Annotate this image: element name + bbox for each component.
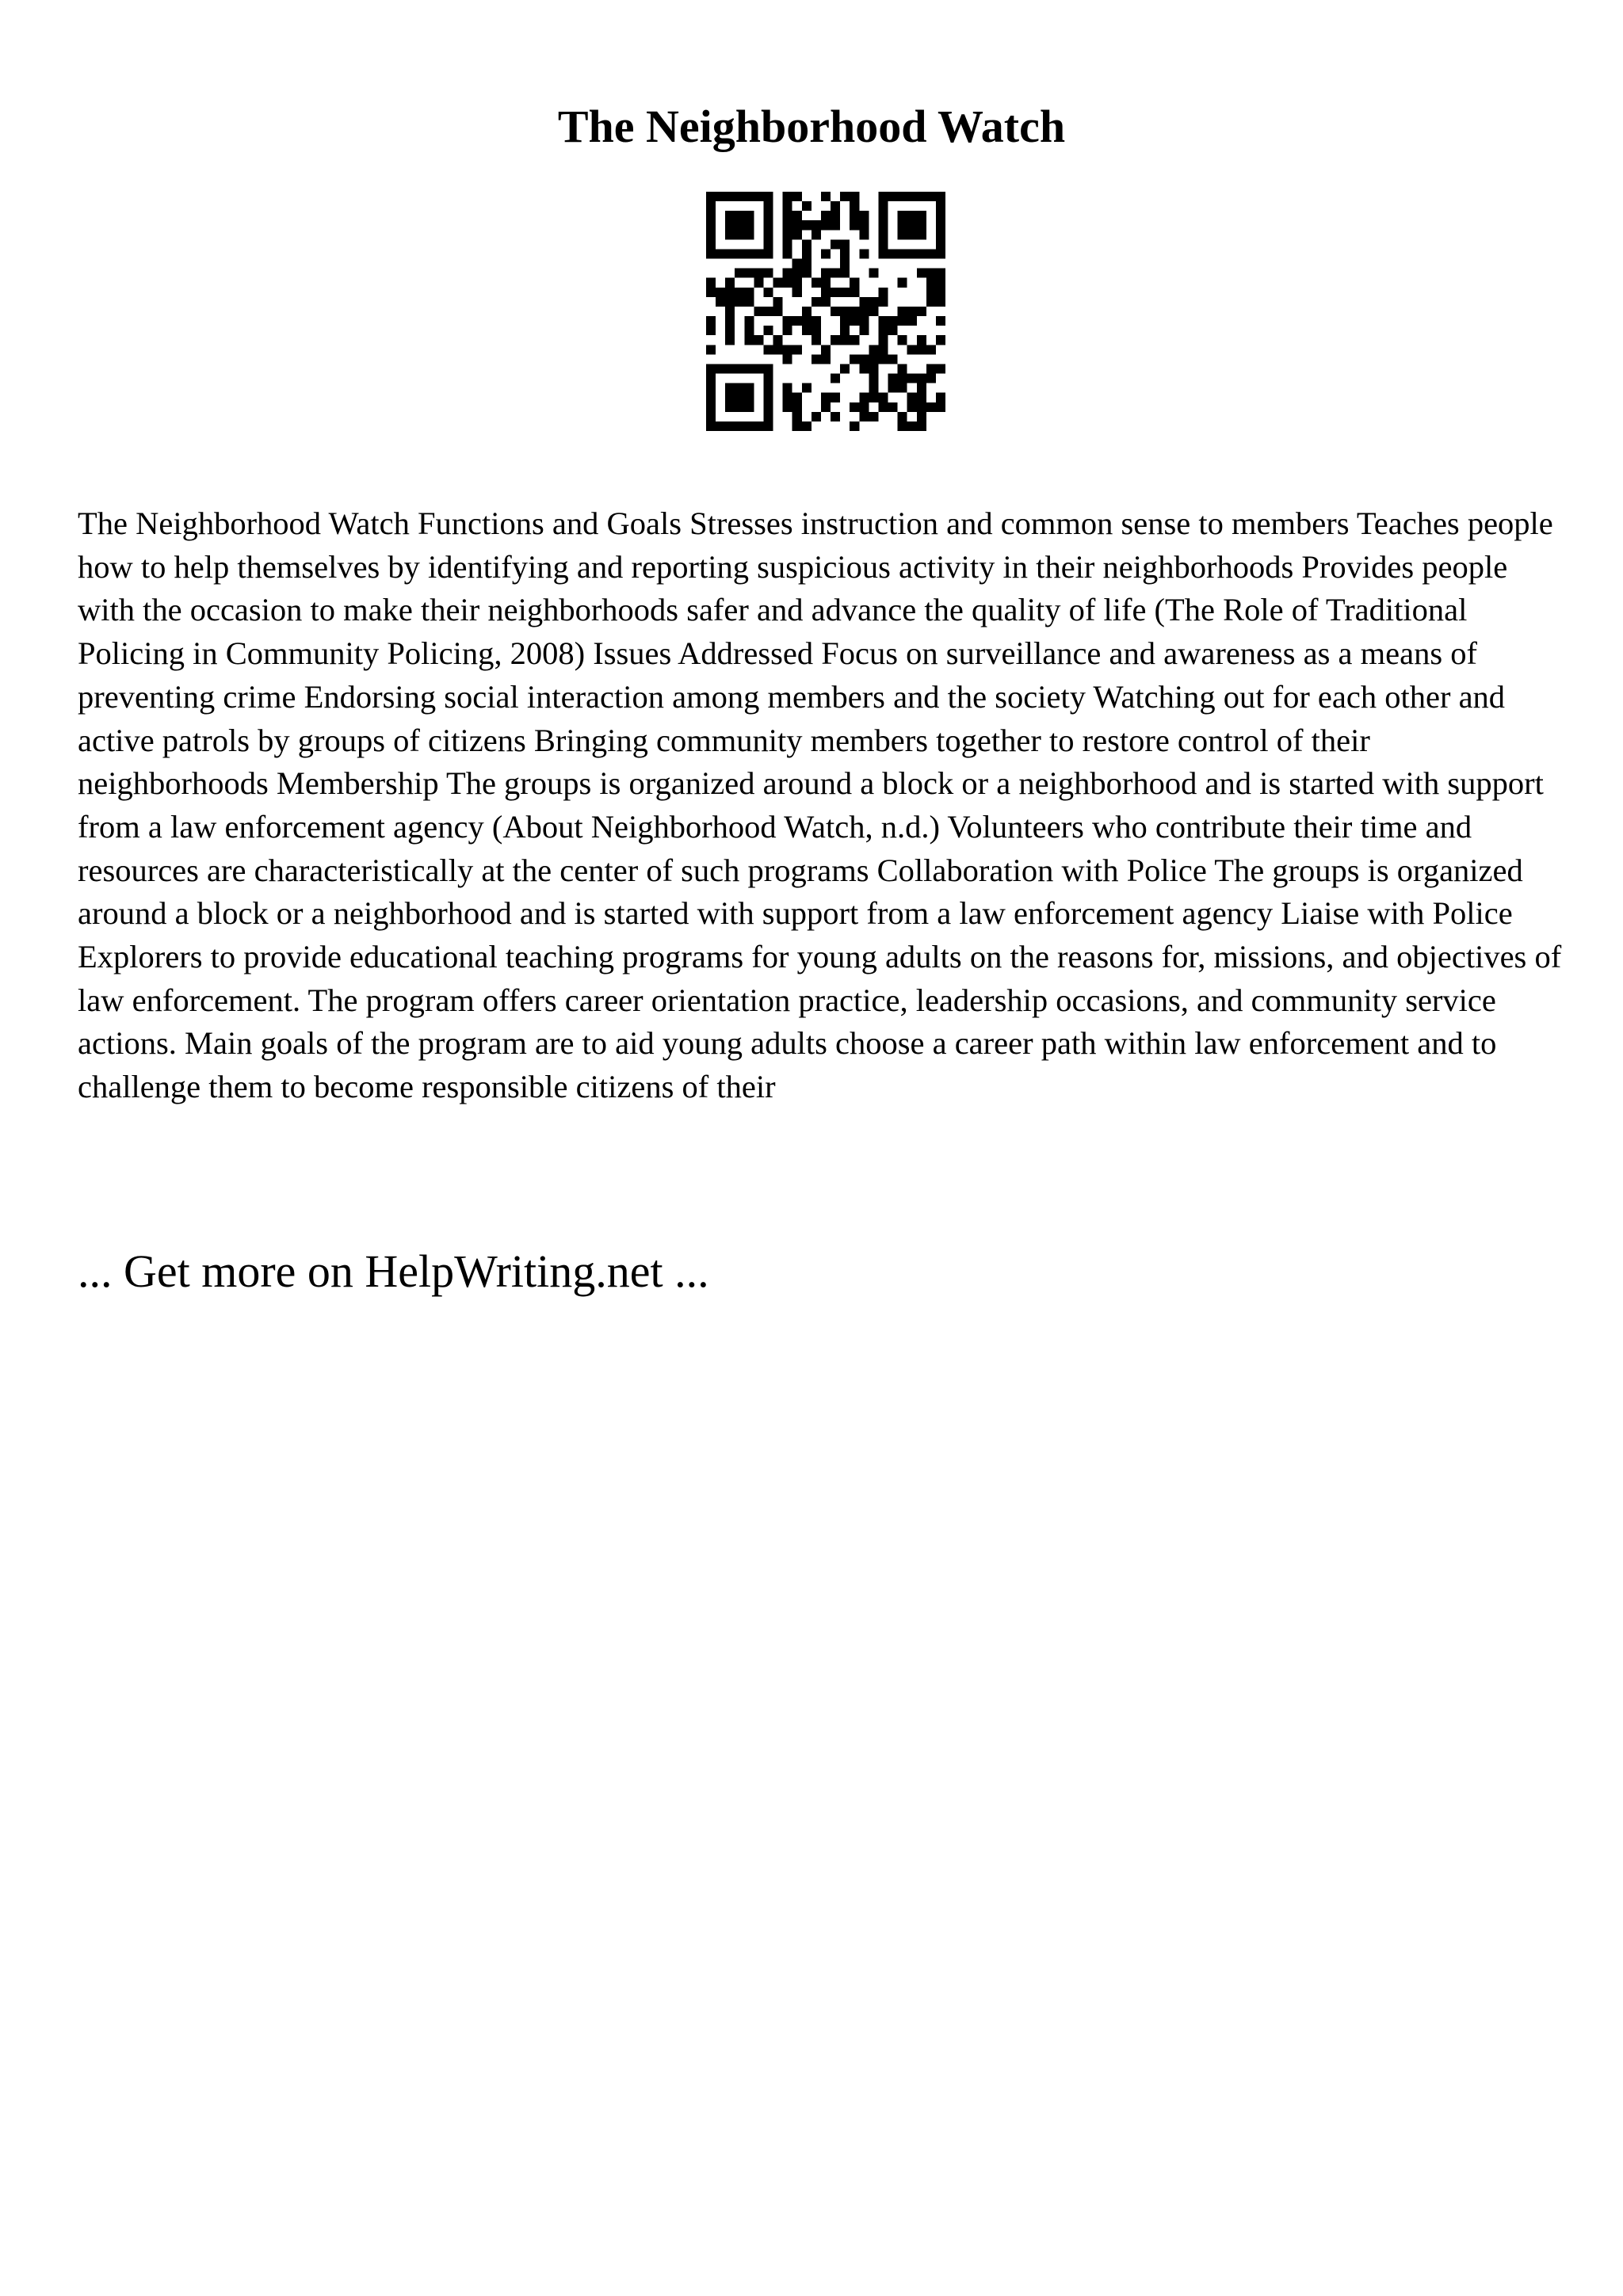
get-more-link[interactable]: ... Get more on HelpWriting.net ...	[78, 1245, 709, 1297]
document-title: The Neighborhood Watch	[557, 101, 1066, 152]
body-paragraph: The Neighborhood Watch Functions and Goals Stresses instruction and common sense to members Teaches people how to help themselves by identifying and reporting suspicious activity in their neighborhoods Provides people with the occasion to make their neighborhoods safer and advance the quality of life (The Role of Traditional Policing in Community Policing, 2008) Issues Addressed Focus on surveillance and awareness as a means of preventing crime Endorsing social interaction among members and the society Watching out for each other and active patrols by groups of citizens Bringing community members together to restore control of their neighborhoods Membership The groups is organized around a block or a neighborhood and is started with support from a law enforcement agency (About Neighborhood Watch, n.d.) Volunteers who contribute their time and resources are characteristically at the center of such programs Collaboration with Police The groups is organized around a block or a neighborhood and is started with support from a law enforcement agency Liaise with Police Explorers to provide educational teaching programs for young adults on the reasons for, missions, and objectives of law enforcement. The program offers career orientation practice, leadership occasions, and community service actions. Main goals of the program are to aid young adults choose a career path within law enforcement and to challenge them to become responsible citizens of their	[78, 505, 1562, 1105]
qr-code-icon	[706, 192, 945, 431]
